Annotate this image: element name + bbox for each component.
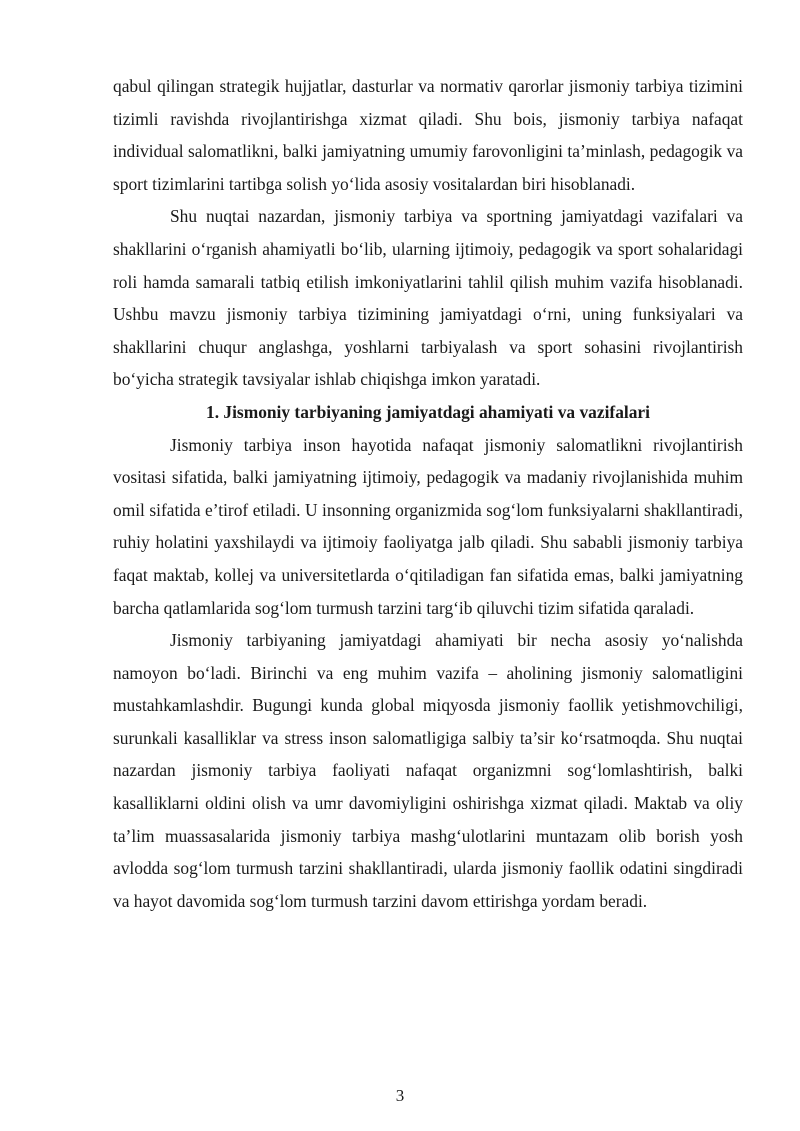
paragraph-continuation: qabul qilingan strategik hujjatlar, dasturlar va normativ qarorlar jismoniy tarbiya tizimini tizimli ravishda rivojlantirishga xizmat qiladi. Shu bois, jismoniy tarbiya nafaqat individual salomatlikni, balki jamiyatning umumiy farovonligini ta’minlash, pedagogik va sport tizimlarini tartibga solish yo‘lida asosiy vositalardan biri hisoblanadi. bbox=[113, 76, 743, 194]
paragraph-context: Shu nuqtai nazardan, jismoniy tarbiya va sportning jamiyatdagi vazifalari va shakllarini o‘rganish ahamiyatli bo‘lib, ularning ijtimoiy, pedagogik va sport sohalaridagi roli hamda samarali tatbiq etilish imkoniyatlarini tahlil qilish muhim vazifa hisoblanadi. Ushbu mavzu jismoniy tarbiya tizimining jamiyatdagi o‘rni, uning funksiyalari va shakllarini chuqur anglashga, yoshlarni tarbiyalash va sport sohasini rivojlantirish bo‘yicha strategik tavsiyalar ishlab chiqishga imkon yaratadi. bbox=[113, 206, 743, 390]
paragraph-importance: Jismoniy tarbiya inson hayotida nafaqat jismoniy salomatlikni rivojlantirish vositasi sifatida, balki jamiyatning ijtimoiy, pedagogik va madaniy rivojlanishida muhim omil sifatida e’tirof etiladi. U insonning organizmida sog‘lom funksiyalarni shakllantiradi, ruhiy holatini yaxshilaydi va ijtimoiy faoliyatga jalb qiladi. Shu sababli jismoniy tarbiya faqat maktab, kollej va universitetlarda o‘qitiladigan fan sifatida emas, balki jamiyatning barcha qatlamlarida sog‘lom turmush tarzini targ‘ib qiluvchi tizim sifatida qaraladi. bbox=[113, 434, 743, 618]
section-heading: 1. Jismoniy tarbiyaning jamiyatdagi ahamiyati va vazifalari bbox=[206, 401, 650, 422]
paragraph-functions: Jismoniy tarbiyaning jamiyatdagi ahamiyati bir necha asosiy yo‘nalishda namoyon bo‘ladi. Birinchi va eng muhim vazifa – aholining jismoniy salomatligini mustahkamlashdir. Bugungi kunda global miqyosda jismoniy faollik yetishmovchiligi, surunkali kasalliklar va stress inson salomatligiga salbiy ta’sir ko‘rsatmoqda. Shu nuqtai nazardan jismoniy tarbiya faoliyati nafaqat organizmni sog‘lomlashtirish, balki kasalliklarni oldini olish va umr davomiyligini oshirishga xizmat qiladi. Maktab va oliy ta’lim muassasalarida jismoniy tarbiya mashg‘ulotlarini muntazam olib borish yosh avlodda sog‘lom turmush tarzini shakllantiradi, ularda jismoniy faollik odatini singdiradi va hayot davomida sog‘lom turmush tarzini davom ettirishga yordam beradi. bbox=[113, 630, 743, 911]
page-number: 3 bbox=[395, 1086, 405, 1105]
